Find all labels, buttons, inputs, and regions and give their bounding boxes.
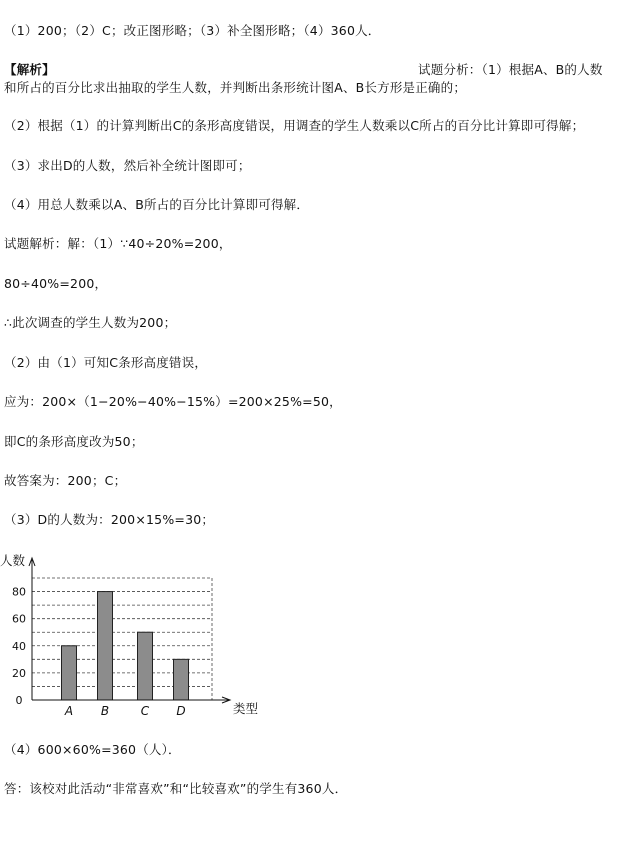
- chart-axes: [29, 558, 230, 703]
- y-tick-label: 80: [12, 585, 26, 599]
- x-tick-label-B: B: [100, 704, 110, 718]
- y-axis-title: 人数: [0, 553, 26, 568]
- y-tick-label: 40: [12, 639, 26, 653]
- x-axis-title: 类型: [233, 701, 259, 716]
- bar-A: [62, 646, 77, 700]
- analysis-step-4: （4）用总人数乘以A、B所占的百分比计算即可得解．: [4, 197, 310, 212]
- x-tick-label-C: C: [140, 704, 150, 718]
- bar-C: [138, 632, 153, 700]
- analysis-step-3: （3）求出D的人数，然后补全统计图即可；: [4, 158, 251, 173]
- analysis-heading: 【解析】: [4, 62, 55, 77]
- answer-line: （1）200；（2）C；改正图形略；（3）补全图形略；（4）360人．: [4, 23, 381, 38]
- x-tick-label-A: A: [64, 704, 74, 718]
- solution-line-7: 故答案为：200；C；: [4, 473, 127, 488]
- analysis-intro: 试题分析：（1）根据A、B的人数: [418, 62, 603, 77]
- solution-line-3: ∴此次调查的学生人数为200；: [4, 315, 177, 330]
- y-tick-label: 20: [12, 666, 26, 680]
- solution-line-1: 试题解析：解：（1）∵40÷20%=200，: [4, 236, 232, 251]
- solution-line-5: 应为：200×（1−20%−40%−15%）=200×25%=50，: [4, 394, 342, 409]
- y-tick-label: 60: [12, 612, 26, 626]
- bar-B: [98, 592, 113, 700]
- x-tick-label-D: D: [176, 704, 186, 718]
- solution-line-8: （3）D的人数为：200×15%=30；: [4, 512, 215, 527]
- analysis-step-2: （2）根据（1）的计算判断出C的条形高度错误，用调查的学生人数乘以C所占的百分比计算即可得解；: [4, 118, 585, 133]
- y-tick-label: 0: [15, 694, 23, 707]
- solution-line-9: （4）600×60%=360（人）．: [4, 742, 181, 757]
- solution-line-4: （2）由（1）可知C条形高度错误，: [4, 355, 208, 370]
- bar-chart: [0, 548, 300, 728]
- analysis-intro-continued: 和所占的百分比求出抽取的学生人数，并判断出条形统计图A、B长方形是正确的；: [4, 80, 467, 95]
- solution-line-6: 即C的条形高度改为50；: [4, 434, 144, 449]
- solution-line-2: 80÷40%=200，: [4, 276, 108, 291]
- solution-line-10: 答：该校对此活动“非常喜欢”和“比较喜欢”的学生有360人．: [4, 781, 348, 796]
- bar-D: [174, 659, 189, 700]
